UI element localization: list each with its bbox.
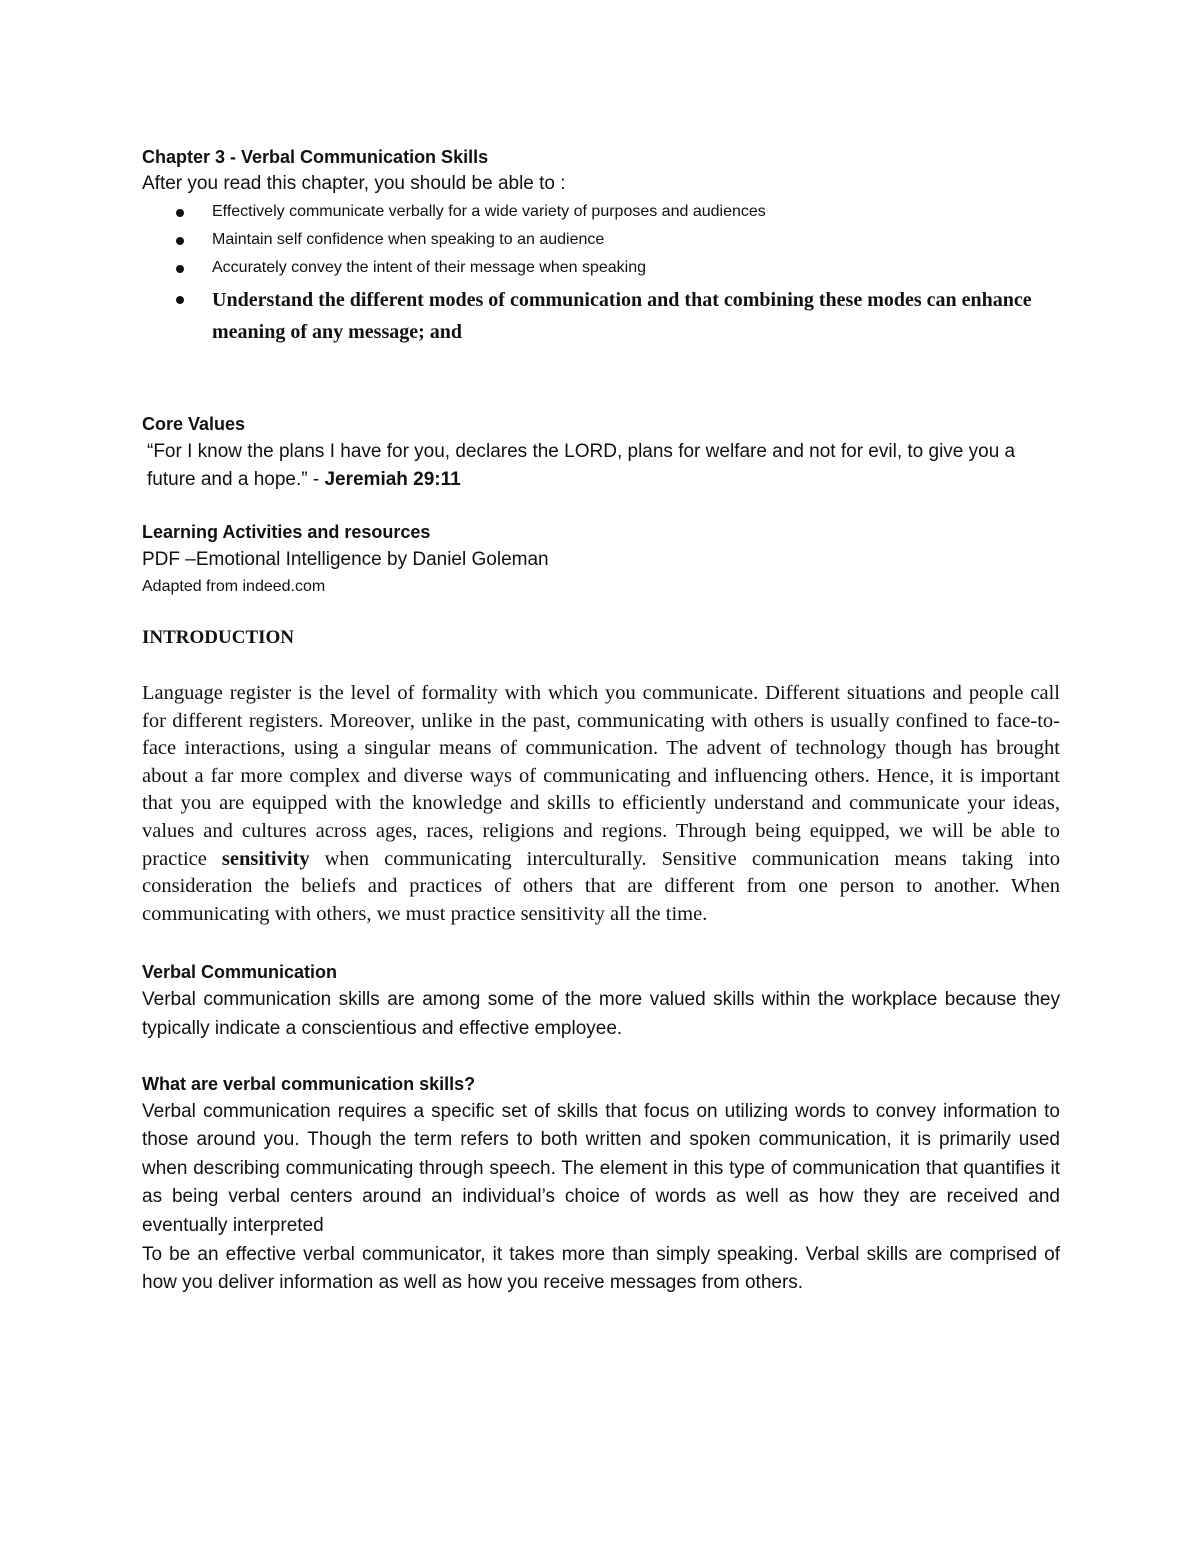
- bullet-icon: [176, 209, 184, 217]
- verbal-communication-text: Verbal communication skills are among some of the more valued skills within the workplace because they typically indicate a conscientious and effective employee.: [142, 989, 1060, 1039]
- list-item: [142, 284, 1060, 348]
- document-page: [142, 144, 1060, 1298]
- objective-text: Accurately convey the intent of their message when speaking: [212, 259, 647, 276]
- core-values-heading: Core Values: [142, 414, 246, 434]
- list-item: [142, 226, 1060, 254]
- objective-text: Maintain self confidence when speaking to an audience: [212, 231, 605, 248]
- chapter-lead: After you read this chapter, you should be able to :: [142, 173, 566, 194]
- core-values-quote: [142, 438, 1060, 494]
- list-item: [142, 254, 1060, 282]
- introduction-paragraph: [142, 680, 1060, 928]
- verbal-communication-heading: Verbal Communication: [142, 962, 338, 983]
- chapter-title: Chapter 3 - Verbal Communication Skills: [142, 147, 489, 167]
- quote-text: “For I know the plans I have for you, declares the LORD, plans for welfare and not for evil, to give you a future and a hope.” -: [147, 441, 1016, 490]
- intro-text-after: when communicating interculturally. Sensitive communication means taking into consideration the beliefs and practices of others that are different from one person to another. When communicating with others, we must practice sensitivity all the time.: [142, 847, 1060, 925]
- list-item: [142, 198, 1060, 226]
- bullet-icon: [176, 237, 184, 245]
- objective-text: Understand the different modes of communication and that combining these modes can enhance meaning of any message; and: [212, 289, 1032, 343]
- objective-text: Effectively communicate verbally for a wide variety of purposes and audiences: [212, 203, 766, 220]
- bullet-icon: [176, 296, 184, 304]
- learning-heading: Learning Activities and resources: [142, 522, 431, 542]
- objectives-list: [142, 198, 1060, 348]
- learning-adapted: Adapted from indeed.com: [142, 578, 326, 595]
- intro-text-before: Language register is the level of formality with which you communicate. Different situations and people call for different registers. Moreover, unlike in the past, communicating with others is usually confined to face-to-face interactions, using a singular means of communication. The advent of technology though has brought about a far more complex and diverse ways of communicating and influencing others. Hence, it is important that you are equipped with the knowledge and skills to efficiently understand and communicate your ideas, values and cultures across ages, races, religions and regions. Through being equipped, we will be able to practice: [142, 682, 1060, 870]
- what-are-paragraph-2: To be an effective verbal communicator, it takes more than simply speaking. Verbal skills are comprised of how you deliver information as well as how you receive messages from others.: [142, 1243, 1060, 1294]
- bullet-icon: [176, 265, 184, 273]
- learning-resource: PDF –Emotional Intelligence by Daniel Goleman: [142, 549, 549, 570]
- introduction-heading: INTRODUCTION: [142, 627, 295, 648]
- intro-bold-word: sensitivity: [221, 847, 310, 870]
- quote-reference: Jeremiah 29:11: [324, 469, 461, 490]
- what-are-paragraph-1: Verbal communication requires a specific set of skills that focus on utilizing words to convey information to those around you. Though the term refers to both written and spoken communication, it is primarily used when describing communicating through speech. The element in this type of communication that quantifies it as being verbal centers around an individual’s choice of words as well as how they are received and eventually interpreted: [142, 1100, 1060, 1236]
- what-are-heading: What are verbal communication skills?: [142, 1073, 476, 1094]
